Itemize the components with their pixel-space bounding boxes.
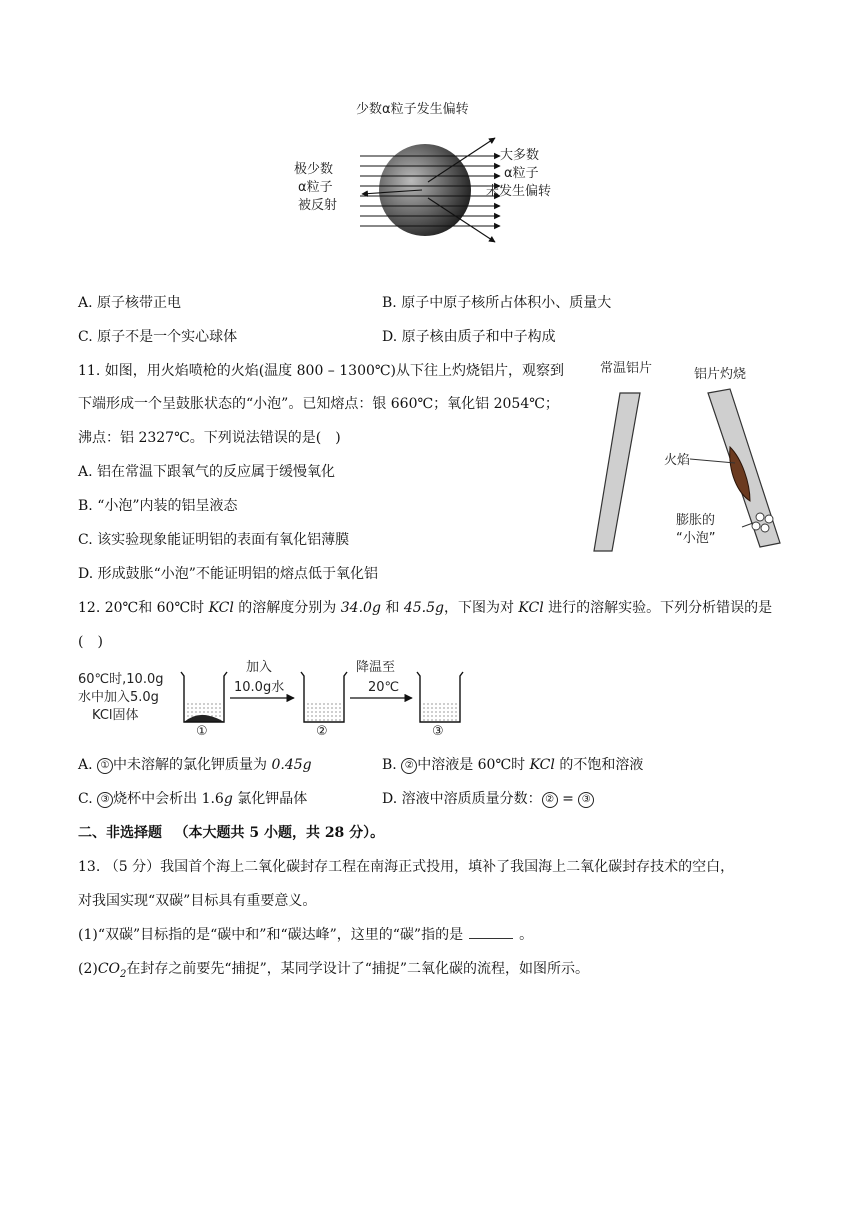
- alpha-right-label-1: 大多数: [500, 148, 540, 163]
- q12-kcl: KCl: [208, 600, 234, 616]
- q12-stem-line2: ( ): [78, 634, 103, 650]
- q11-option-d: D. 形成鼓胀“小泡”不能证明铝的熔点低于氧化铝: [78, 566, 378, 582]
- label-bubble-2: “小泡”: [676, 531, 716, 546]
- q13-line2: 对我国实现“双碳”目标具有重要意义。: [78, 893, 317, 909]
- q10-option-d: D. 原子核由质子和中子构成: [382, 329, 556, 345]
- arrow2-top-label: 降温至: [356, 660, 396, 675]
- q12-kcl-2: KCl: [518, 600, 544, 616]
- q11-option-b: B. “小泡”内装的铝呈液态: [78, 498, 238, 514]
- q12-option-a: A. ① 中未溶解的氯化钾质量为 0.45g: [78, 757, 312, 773]
- beaker-3-number: ③: [432, 724, 444, 739]
- alpha-left-label-2: α粒子: [298, 180, 333, 195]
- q12-stem-b: 的溶解度分别为: [233, 600, 341, 616]
- alpha-right-label-2: α粒子: [504, 166, 539, 181]
- room-temp-sheet: [594, 393, 640, 551]
- beaker-3: [417, 672, 463, 722]
- alpha-scattering-figure: [290, 100, 580, 260]
- q11-stem-line3: 沸点：铝 2327℃。下列说法错误的是( ): [78, 430, 341, 446]
- circled-number: ③: [578, 792, 594, 808]
- circled-number: ③: [97, 792, 113, 808]
- beaker-experiment-figure: [78, 658, 478, 742]
- q13-sub2: $(2)CO_2$在封存之前要先“捕捉”，某同学设计了“捕捉”二氧化碳的流程，如图所示。: [78, 961, 590, 980]
- q10-option-c: C. 原子不是一个实心球体: [78, 329, 238, 345]
- q12-stem-e: 进行的溶解实验。下列分析错误的是: [543, 600, 773, 616]
- label-bubble-1: 膨胀的: [676, 513, 716, 528]
- arrow1-top-label: 加入: [246, 660, 273, 675]
- q11-option-c: C. 该实验现象能证明铝的表面有氧化铝薄膜: [78, 532, 350, 548]
- circled-number: ①: [97, 758, 113, 774]
- beaker-2-number: ②: [316, 724, 328, 739]
- q10-option-a: A. 原子核带正电: [78, 295, 182, 311]
- q12-stem-c: 和: [380, 600, 404, 616]
- alpha-left-label-3: 被反射: [298, 198, 338, 213]
- circled-number: ②: [401, 758, 417, 774]
- alpha-left-label-1: 极少数: [294, 162, 334, 177]
- beaker-left-label-3: KCl固体: [92, 708, 139, 723]
- label-flame: 火焰: [664, 453, 691, 468]
- q12-stem-a: 12. 20℃和 60℃时: [78, 600, 209, 616]
- beaker-2: [301, 672, 347, 722]
- q12-stem-d: ，下图为对: [443, 600, 519, 616]
- q13-sub1: (1)“双碳”目标指的是“碳中和”和“碳达峰”，这里的“碳”指的是 。: [78, 927, 534, 943]
- arrow2-bottom-label: 20℃: [368, 680, 400, 695]
- q12-val2: 45.5g: [403, 600, 444, 616]
- q11-stem-line2: 下端形成一个呈鼓胀状态的“小泡”。已知熔点：银 660℃；氧化铝 2054℃；: [78, 396, 559, 412]
- beaker-left-label-1: 60℃时,10.0g: [78, 672, 164, 687]
- beaker-left-label-2: 水中加入5.0g: [78, 690, 159, 705]
- arrow1-bottom-label: 10.0g水: [234, 680, 285, 695]
- q12-stem-line1: [78, 598, 772, 618]
- q12-option-c: C. ③ 烧杯中会析出 1.6g 氯化钾晶体: [78, 791, 308, 807]
- q12-option-d: D. 溶液中溶质质量分数： ② = ③: [382, 789, 594, 809]
- gold-atom-sphere: [379, 144, 471, 236]
- q13-line1: 13. （5 分）我国首个海上二氧化碳封存工程在南海正式投用，填补了我国海上二氧化碳封存技术的空白，: [78, 859, 735, 875]
- q12-val1: 34.0g: [340, 600, 381, 616]
- label-room-temp-sheet: 常温铝片: [600, 361, 653, 376]
- q10-option-b: B. 原子中原子核所占体积小、质量大: [382, 295, 612, 311]
- section2-heading: [78, 823, 384, 843]
- q11-stem-line1: 11. 如图，用火焰喷枪的火焰(温度 800 – 1300℃)从下往上灼烧铝片，观察到: [78, 363, 564, 379]
- label-burning-sheet: 铝片灼烧: [694, 367, 747, 382]
- alpha-right-label-3: 未发生偏转: [486, 184, 552, 199]
- q12-option-b: B. ② 中溶液是 60℃时 KCl 的不饱和溶液: [382, 757, 644, 773]
- section2-note: （本大题共 5 小题，共 28 分）。: [174, 825, 385, 841]
- section2-title: 二、非选择题: [78, 825, 162, 841]
- answer-blank[interactable]: [469, 926, 513, 939]
- beaker-1-number: ①: [196, 724, 208, 739]
- q11-option-a: A. 铝在常温下跟氧气的反应属于缓慢氧化: [78, 464, 336, 480]
- circled-number: ②: [542, 792, 558, 808]
- alpha-top-label: 少数α粒子发生偏转: [356, 102, 469, 117]
- beaker-1: [181, 672, 227, 722]
- aluminum-sheet-figure: [590, 355, 790, 560]
